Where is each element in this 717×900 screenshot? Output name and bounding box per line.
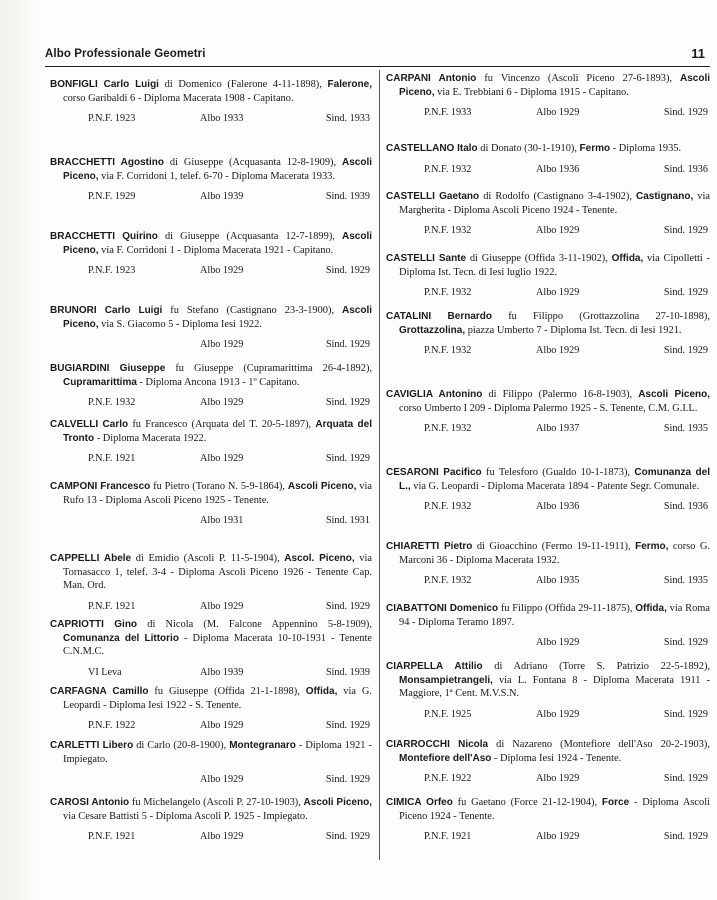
entry-text <box>386 310 710 337</box>
entry-parentage: di Nazareno (Montefiore dell'Aso 20-2-1903), <box>488 739 710 750</box>
entry-pnf: P.N.F. 1921 <box>424 831 472 842</box>
entry-text <box>50 685 372 712</box>
entry-place: Ascoli Piceno, <box>63 231 372 256</box>
entry-parentage: di Donato (30-1-1910), <box>477 143 580 154</box>
entry-place: Monsampietrangeli, <box>399 674 493 686</box>
entry-registrations <box>386 831 710 845</box>
entry-sind: Sind. 1929 <box>325 339 370 350</box>
entry-place: Ascoli Piceno, <box>638 389 711 400</box>
entry-text <box>50 362 372 389</box>
entry-albo: Albo 1929 <box>536 773 580 784</box>
entry-place: Arquata del Tronto <box>63 419 372 444</box>
entry-text <box>386 602 710 629</box>
register-entry <box>50 480 372 529</box>
entry-albo: Albo 1929 <box>536 225 580 236</box>
entry-details: via G. Leopardi - Diploma Iesi 1922 - S. Tenente. <box>63 686 372 711</box>
entry-sind: Sind. 1929 <box>663 225 708 236</box>
entry-text <box>386 72 710 99</box>
entry-registrations <box>386 501 710 515</box>
entry-pnf: P.N.F. 1932 <box>424 501 472 512</box>
entry-sind: Sind. 1936 <box>663 163 708 175</box>
entry-albo: Albo 1929 <box>200 453 244 464</box>
entry-name: CAMPONI Francesco <box>50 481 151 492</box>
register-entry <box>386 660 710 723</box>
entry-text <box>50 78 372 105</box>
page-number: 11 <box>691 46 705 61</box>
entry-registrations <box>386 225 710 239</box>
entry-name: BUGIARDINI Giuseppe <box>50 363 166 374</box>
entry-registrations <box>386 287 710 301</box>
entry-registrations <box>50 265 372 279</box>
entry-sind: Sind. 1929 <box>325 720 370 731</box>
entry-parentage: di Giuseppe (Acquasanta 12-7-1899), <box>157 231 342 242</box>
entry-text <box>386 252 710 279</box>
entry-albo: Albo 1929 <box>200 831 244 842</box>
entry-name: CIMICA Orfeo <box>386 797 453 808</box>
entry-albo: Albo 1935 <box>536 575 580 586</box>
entry-text <box>50 230 372 257</box>
entry-pnf: P.N.F. 1932 <box>424 345 472 356</box>
page-title: Albo Professionale Geometri <box>45 48 206 60</box>
register-entry <box>386 310 710 359</box>
entry-details: - Diploma Macerata 1922. <box>94 432 207 444</box>
entry-name: CARLETTI Libero <box>50 740 134 751</box>
entry-albo: Albo 1929 <box>200 600 244 612</box>
entry-registrations <box>50 667 372 681</box>
register-entry <box>386 72 710 121</box>
entry-details: - Diploma 1921 - Impiegato. <box>63 740 372 765</box>
entry-name: BONFIGLI Carlo Luigi <box>50 79 159 90</box>
entry-text <box>386 540 710 567</box>
register-entry <box>50 78 372 127</box>
entry-details: corso Garibaldi 6 - Diploma Macerata 1908 - Capitano. <box>63 92 294 104</box>
register-entry <box>50 304 372 353</box>
entry-place: Ascoli Piceno, <box>399 73 710 98</box>
entry-sind: Sind. 1929 <box>663 831 708 842</box>
register-entry <box>386 142 710 178</box>
entry-registrations <box>50 601 372 615</box>
entry-registrations <box>386 107 710 121</box>
register-entry <box>50 230 372 279</box>
entry-name: CAVIGLIA Antonino <box>386 389 483 400</box>
entry-place: Comunanza del L., <box>399 467 711 492</box>
entry-sind: Sind. 1929 <box>663 345 708 356</box>
entry-albo: Albo 1929 <box>536 831 580 842</box>
entry-sind: Sind. 1929 <box>325 453 370 464</box>
entry-parentage: fu Gaetano (Force 21-12-1904), <box>452 797 602 808</box>
entry-sind: Sind. 1935 <box>663 575 708 586</box>
entry-details: - Diploma Ancona 1913 - 1º Capitano. <box>136 376 300 388</box>
scan-margin <box>0 0 40 900</box>
entry-parentage: fu Telesforo (Gualdo 10-1-1873), <box>481 467 635 478</box>
entry-details: - Diploma Iesi 1924 - Tenente. <box>491 752 622 764</box>
entry-details: via Tornasacco 1, telef. 3-4 - Diploma Ascoli Piceno 1926 - Tenente Cap. Man. Ord. <box>63 553 373 591</box>
entry-text <box>50 418 372 445</box>
register-entry <box>50 685 372 734</box>
entry-name: CASTELLI Gaetano <box>386 191 480 202</box>
entry-pnf: P.N.F. 1921 <box>88 831 136 842</box>
entry-place: Cupramarittima <box>63 376 137 388</box>
entry-place: Ascoli Piceno, <box>303 797 372 808</box>
entry-name: BRACCHETTI Agostino <box>50 157 165 168</box>
entry-text <box>50 739 372 766</box>
entry-albo: Albo 1929 <box>536 345 580 356</box>
entry-pnf: P.N.F. 1921 <box>88 453 136 464</box>
entry-text <box>50 618 372 659</box>
entry-sind: Sind. 1929 <box>663 637 708 648</box>
entry-pnf: P.N.F. 1933 <box>424 107 472 118</box>
entry-details: via F. Corridoni 1 - Diploma Macerata 1921 - Capitano. <box>98 244 334 256</box>
entry-sind: Sind. 1929 <box>325 397 370 408</box>
entry-parentage: di Adriano (Torre S. Patrizio 22-5-1892), <box>482 661 710 672</box>
entry-sind: Sind. 1929 <box>325 265 370 276</box>
entry-place: Ascoli Piceno, <box>287 481 357 492</box>
entry-text <box>50 796 372 823</box>
entry-parentage: fu Filippo (Grottazzolina 27-10-1898), <box>492 311 710 322</box>
entry-place: Falerone, <box>327 79 372 90</box>
entry-name: CARFAGNA Camillo <box>50 686 149 697</box>
entry-sind: Sind. 1929 <box>325 774 370 785</box>
entry-parentage: di Giuseppe (Offida 3-11-1902), <box>466 253 612 264</box>
entry-pnf: VI Leva <box>88 666 122 678</box>
entry-place: Fermo, <box>635 541 669 552</box>
entry-pnf: P.N.F. 1922 <box>88 720 136 731</box>
entry-sind: Sind. 1929 <box>325 600 370 612</box>
entry-name: CAROSI Antonio <box>50 797 130 808</box>
entry-name: CAPPELLI Abele <box>50 553 132 564</box>
register-entry <box>50 552 372 615</box>
entry-parentage: fu Filippo (Offida 29-11-1875), <box>498 603 636 614</box>
entry-sind: Sind. 1939 <box>325 666 370 678</box>
register-entry <box>386 190 710 239</box>
entry-place: Fermo <box>579 143 611 154</box>
entry-registrations <box>50 831 372 845</box>
entry-parentage: fu Vincenzo (Ascoli Piceno 27-6-1893), <box>476 73 680 84</box>
entry-parentage: fu Michelangelo (Ascoli P. 27-10-1903), <box>129 797 304 808</box>
column-divider <box>379 70 380 860</box>
entry-details: via Roma 94 - Diploma Teramo 1897. <box>399 603 710 628</box>
entry-name: CAPRIOTTI Gino <box>50 619 138 630</box>
entry-name: CHIARETTI Pietro <box>386 541 473 552</box>
entry-sind: Sind. 1929 <box>663 708 708 720</box>
entry-name: CALVELLI Carlo <box>50 419 129 430</box>
entry-place: Ascoli Piceno, <box>63 305 372 330</box>
entry-place: Offida, <box>305 686 338 697</box>
entry-sind: Sind. 1939 <box>325 191 370 202</box>
entry-place: Offida, <box>611 253 644 264</box>
entry-pnf: P.N.F. 1932 <box>424 225 472 236</box>
entry-sind: Sind. 1936 <box>663 501 708 512</box>
register-entry <box>50 156 372 205</box>
entry-name: BRACCHETTI Quirino <box>50 231 158 242</box>
entry-name: BRUNORI Carlo Luigi <box>50 305 163 316</box>
entry-place: Ascol. Piceno, <box>284 553 355 564</box>
entry-place: Comunanza del Littorio <box>63 632 179 644</box>
entry-details: corso Umberto I 209 - Diploma Palermo 1925 - S. Tenente, C.M. G.I.L. <box>399 402 698 414</box>
entry-albo: Albo 1929 <box>200 339 244 350</box>
entry-details: via Cesare Battisti 5 - Diploma Ascoli P. 1925 - Impiegato. <box>63 810 308 822</box>
entry-pnf: P.N.F. 1923 <box>88 265 136 276</box>
entry-pnf: P.N.F. 1929 <box>88 191 136 202</box>
entry-text <box>386 466 710 493</box>
entry-details: via F. Corridoni 1, telef. 6-70 - Diploma Macerata 1933. <box>98 170 335 182</box>
entry-name: CIABATTONI Domenico <box>386 603 499 614</box>
entry-pnf: P.N.F. 1923 <box>88 113 136 124</box>
entry-albo: Albo 1931 <box>200 515 244 526</box>
entry-registrations <box>386 345 710 359</box>
entry-details: via L. Fontana 8 - Diploma Macerata 1911 - Maggiore, 1ª Cent. M.V.S.N. <box>399 674 710 699</box>
entry-name: CESARONI Pacifico <box>386 467 482 478</box>
entry-details: - Diploma Macerata 10-10-1931 - Tenente C.N.M.C. <box>63 632 373 657</box>
entry-registrations <box>386 423 710 437</box>
register-entry <box>50 362 372 411</box>
entry-place: Ascoli Piceno, <box>63 157 372 182</box>
register-entry <box>386 540 710 589</box>
entry-name: CATALINI Bernardo <box>386 311 492 322</box>
entry-text <box>386 190 710 217</box>
entry-details: - Diploma Ascoli Piceno 1924 - Tenente. <box>399 797 711 822</box>
entry-pnf: P.N.F. 1932 <box>424 163 472 175</box>
entry-parentage: di Rodolfo (Castignano 3-4-1902), <box>479 191 636 202</box>
entry-albo: Albo 1929 <box>200 720 244 731</box>
register-entry <box>386 252 710 301</box>
entry-sind: Sind. 1931 <box>325 515 370 526</box>
entry-pnf: P.N.F. 1932 <box>424 423 472 434</box>
entry-name: CASTELLI Sante <box>386 253 467 264</box>
entry-details: - Diploma 1935. <box>610 143 682 154</box>
entry-text <box>50 552 372 593</box>
entry-parentage: fu Giuseppe (Cupramarittima 26-4-1892), <box>165 363 372 374</box>
entry-text <box>50 156 372 183</box>
entry-albo: Albo 1929 <box>200 774 244 785</box>
entry-registrations <box>50 113 372 127</box>
register-entry <box>50 739 372 788</box>
entry-details: via Rufo 13 - Diploma Ascoli Piceno 1925 - Tenente. <box>63 481 372 506</box>
entry-albo: Albo 1933 <box>200 113 244 124</box>
entry-parentage: fu Giuseppe (Offida 21-1-1898), <box>148 686 306 697</box>
entry-registrations <box>50 720 372 734</box>
entry-registrations <box>50 515 372 529</box>
entry-text <box>386 738 710 765</box>
entry-registrations <box>386 164 710 178</box>
entry-sind: Sind. 1929 <box>663 287 708 298</box>
entry-sind: Sind. 1929 <box>325 831 370 842</box>
entry-parentage: di Emidio (Ascoli P. 11-5-1904), <box>131 553 285 564</box>
entry-pnf: P.N.F. 1932 <box>88 397 136 408</box>
entry-text <box>386 388 710 415</box>
entry-parentage: fu Francesco (Arquata del T. 20-5-1897), <box>128 419 316 430</box>
entry-parentage: di Giuseppe (Acquasanta 12-8-1909), <box>164 157 342 168</box>
entry-parentage: fu Stefano (Castignano 23-3-1900), <box>162 305 342 316</box>
entry-pnf: P.N.F. 1922 <box>424 773 472 784</box>
register-entry <box>386 388 710 437</box>
entry-albo: Albo 1937 <box>536 423 580 434</box>
entry-registrations <box>386 709 710 723</box>
register-entry <box>386 796 710 845</box>
entry-pnf: P.N.F. 1921 <box>88 600 136 612</box>
entry-name: CASTELLANO Italo <box>386 143 478 154</box>
entry-sind: Sind. 1933 <box>325 113 370 124</box>
entry-parentage: di Domenico (Falerone 4-11-1898), <box>158 79 328 90</box>
entry-albo: Albo 1929 <box>200 265 244 276</box>
entry-albo: Albo 1929 <box>536 107 580 118</box>
entry-albo: Albo 1929 <box>536 708 580 720</box>
register-entry <box>386 466 710 515</box>
entry-albo: Albo 1936 <box>536 501 580 512</box>
entry-name: CARPANI Antonio <box>386 73 477 84</box>
entry-registrations <box>50 191 372 205</box>
entry-pnf: P.N.F. 1925 <box>424 708 472 720</box>
entry-details: via Margherita - Diploma Ascoli Piceno 1924 - Tenente. <box>399 191 710 216</box>
entry-place: Offida, <box>635 603 667 614</box>
register-entry <box>50 418 372 467</box>
register-entry <box>386 602 710 651</box>
entry-albo: Albo 1939 <box>200 191 244 202</box>
entry-registrations <box>386 773 710 787</box>
entry-pnf: P.N.F. 1932 <box>424 575 472 586</box>
entry-albo: Albo 1929 <box>536 637 580 648</box>
entry-place: Grottazzolina, <box>399 324 466 336</box>
entry-text <box>386 142 710 156</box>
entry-name: CIARROCCHI Nicola <box>386 739 489 750</box>
entry-details: via E. Trebbiani 6 - Diploma 1915 - Capitano. <box>434 86 629 98</box>
entry-parentage: di Filippo (Palermo 16-8-1903), <box>482 389 639 400</box>
entry-parentage: di Gioacchino (Fermo 19-11-1911), <box>472 541 636 552</box>
entry-text <box>50 480 372 507</box>
entry-place: Montegranaro <box>229 740 296 751</box>
entry-sind: Sind. 1929 <box>663 773 708 784</box>
entry-albo: Albo 1939 <box>200 666 244 678</box>
entry-place: Force <box>601 797 630 808</box>
entry-text <box>386 660 710 701</box>
register-entry <box>50 618 372 681</box>
page-header <box>45 44 705 66</box>
entry-details: via Cipolletti - Diploma Ist. Tecn. di Iesi luglio 1922. <box>399 253 710 278</box>
entry-name: CIARPELLA Attilio <box>386 661 483 672</box>
entry-parentage: fu Pietro (Torano N. 5-9-1864), <box>150 481 288 492</box>
entry-details: via S. Giacomo 5 - Diploma Iesi 1922. <box>98 318 262 330</box>
entry-registrations <box>50 453 372 467</box>
entry-registrations <box>50 339 372 353</box>
entry-albo: Albo 1929 <box>536 287 580 298</box>
entry-registrations <box>386 575 710 589</box>
entry-details: via G. Leopardi - Diploma Macerata 1894 - Patente Segr. Comunale. <box>410 480 700 492</box>
entry-place: Montefiore dell'Aso <box>399 752 492 764</box>
entry-details: piazza Umberto 7 - Diploma Ist. Tecn. di Iesi 1921. <box>465 324 682 336</box>
entry-text <box>386 796 710 823</box>
register-entry <box>386 738 710 787</box>
entry-place: Castignano, <box>636 191 694 202</box>
entry-sind: Sind. 1929 <box>663 107 708 118</box>
entry-text <box>50 304 372 331</box>
entry-registrations <box>50 774 372 788</box>
entry-albo: Albo 1936 <box>536 163 580 175</box>
header-rule <box>45 66 710 67</box>
register-entry <box>50 796 372 845</box>
entry-registrations <box>50 397 372 411</box>
entry-sind: Sind. 1935 <box>663 423 708 434</box>
entry-albo: Albo 1929 <box>200 397 244 408</box>
entry-pnf: P.N.F. 1932 <box>424 287 472 298</box>
entry-details: corso G. Marconi 36 - Diploma Macerata 1932. <box>399 541 711 566</box>
entry-parentage: di Nicola (M. Falcone Appennino 5-8-1909), <box>137 619 372 630</box>
entry-registrations <box>386 637 710 651</box>
entry-parentage: di Carlo (20-8-1900), <box>133 740 230 751</box>
